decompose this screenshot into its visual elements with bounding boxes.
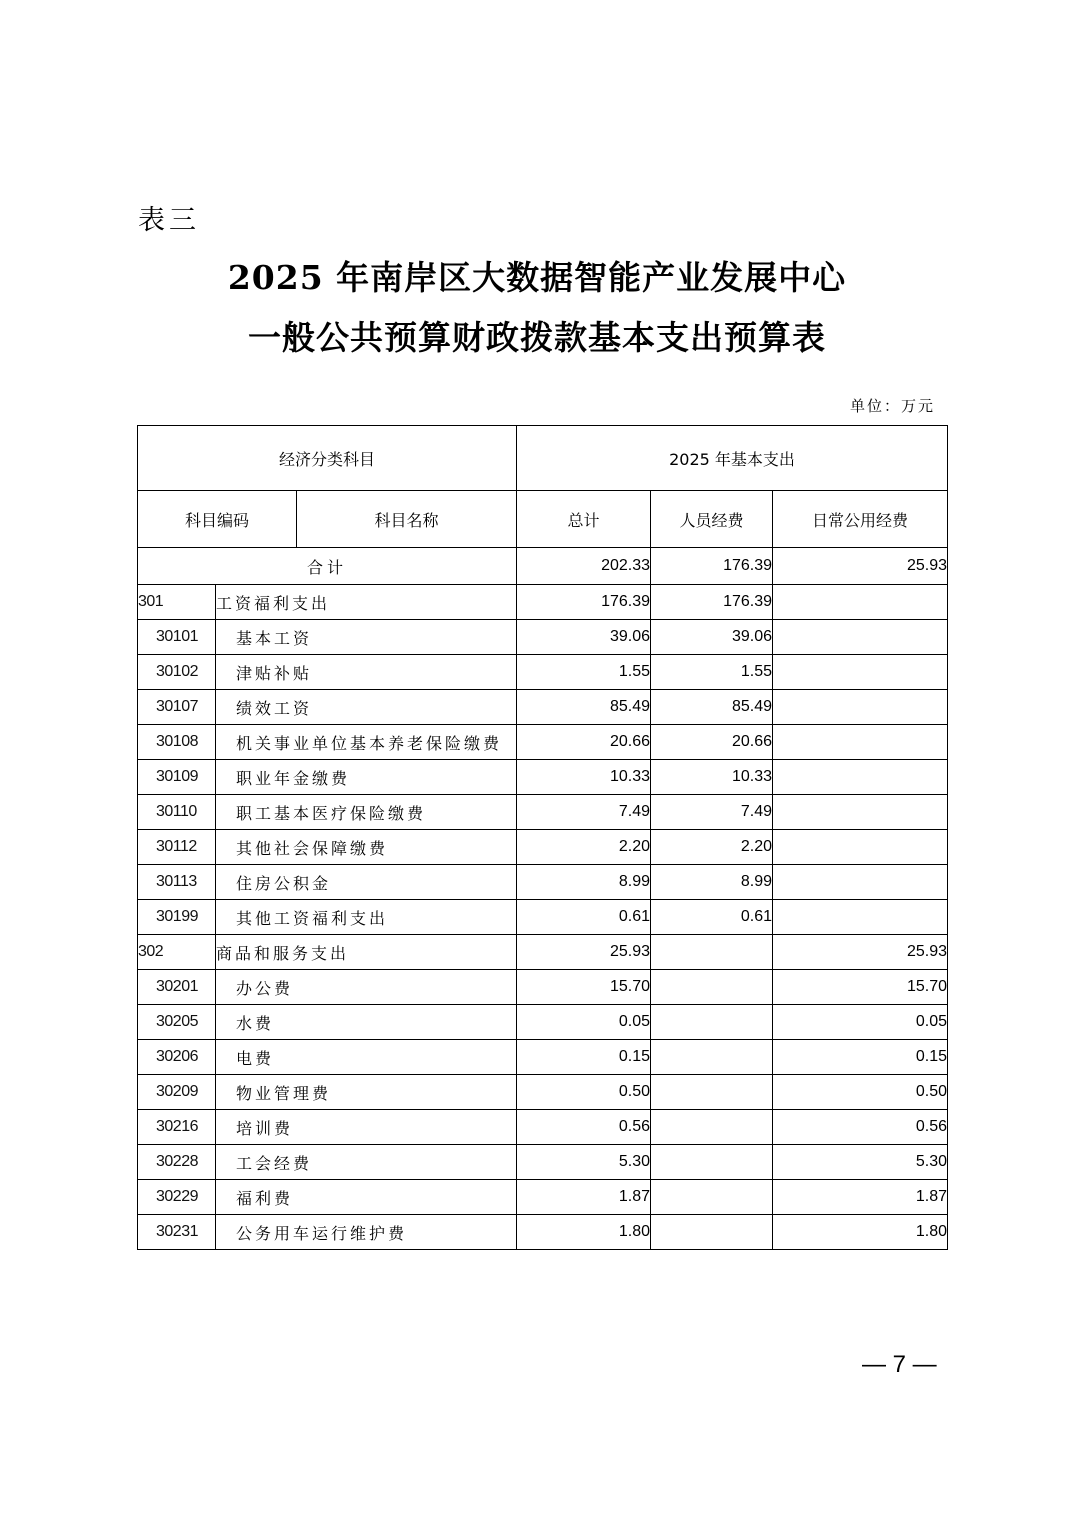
row-total: 2.20 — [517, 830, 651, 865]
table-row — [138, 620, 948, 655]
row-name: 其他社会保障缴费 — [216, 830, 517, 865]
row-total: 1.55 — [517, 655, 651, 690]
row-name: 基本工资 — [216, 620, 517, 655]
row-total: 10.33 — [517, 760, 651, 795]
row-name: 工资福利支出 — [216, 585, 517, 620]
row-daily: 0.05 — [773, 1005, 948, 1040]
header-daily: 日常公用经费 — [773, 491, 948, 548]
row-daily — [773, 900, 948, 935]
header-year-basic: 2025 年基本支出 — [517, 426, 948, 491]
row-personnel — [651, 1005, 773, 1040]
table-row — [138, 1215, 948, 1250]
row-personnel — [651, 935, 773, 970]
row-total: 0.05 — [517, 1005, 651, 1040]
header-total: 总计 — [517, 491, 651, 548]
table-row — [138, 1145, 948, 1180]
table-row — [138, 970, 948, 1005]
row-code: 302 — [138, 935, 216, 970]
budget-table — [137, 425, 948, 1250]
row-code: 30231 — [138, 1215, 216, 1250]
row-code: 30216 — [138, 1110, 216, 1145]
row-name: 其他工资福利支出 — [216, 900, 517, 935]
row-daily: 0.15 — [773, 1040, 948, 1075]
row-daily: 1.80 — [773, 1215, 948, 1250]
row-total: 1.87 — [517, 1180, 651, 1215]
row-code: 30102 — [138, 655, 216, 690]
row-total: 5.30 — [517, 1145, 651, 1180]
row-daily — [773, 725, 948, 760]
row-daily: 5.30 — [773, 1145, 948, 1180]
row-personnel: 8.99 — [651, 865, 773, 900]
row-code: 30108 — [138, 725, 216, 760]
table-row — [138, 935, 948, 970]
row-total: 25.93 — [517, 935, 651, 970]
row-name: 水费 — [216, 1005, 517, 1040]
row-daily: 0.56 — [773, 1110, 948, 1145]
row-total: 39.06 — [517, 620, 651, 655]
row-total: 8.99 — [517, 865, 651, 900]
row-total: 176.39 — [517, 585, 651, 620]
row-personnel: 7.49 — [651, 795, 773, 830]
row-name: 津贴补贴 — [216, 655, 517, 690]
total-label: 合计 — [138, 548, 517, 585]
row-total: 85.49 — [517, 690, 651, 725]
row-name: 商品和服务支出 — [216, 935, 517, 970]
row-personnel: 176.39 — [651, 585, 773, 620]
header-econ-category: 经济分类科目 — [138, 426, 517, 491]
header-name: 科目名称 — [297, 491, 517, 548]
row-name: 电费 — [216, 1040, 517, 1075]
row-personnel: 10.33 — [651, 760, 773, 795]
row-code: 30205 — [138, 1005, 216, 1040]
total-personnel: 176.39 — [651, 548, 773, 585]
total-daily: 25.93 — [773, 548, 948, 585]
table-row — [138, 1180, 948, 1215]
table-row — [138, 585, 948, 620]
row-name: 培训费 — [216, 1110, 517, 1145]
row-total: 1.80 — [517, 1215, 651, 1250]
table-label: 表三 — [138, 205, 200, 236]
row-personnel: 2.20 — [651, 830, 773, 865]
row-name: 福利费 — [216, 1180, 517, 1215]
row-total: 20.66 — [517, 725, 651, 760]
row-personnel: 85.49 — [651, 690, 773, 725]
row-name: 物业管理费 — [216, 1075, 517, 1110]
row-personnel — [651, 1040, 773, 1075]
row-personnel: 39.06 — [651, 620, 773, 655]
row-name: 职业年金缴费 — [216, 760, 517, 795]
row-daily — [773, 690, 948, 725]
row-total: 0.50 — [517, 1075, 651, 1110]
row-total: 0.15 — [517, 1040, 651, 1075]
table-row — [138, 1040, 948, 1075]
row-personnel — [651, 1180, 773, 1215]
page-number: — 7 — — [862, 1351, 937, 1378]
unit-note: 单位：万元 — [849, 397, 935, 415]
table-row — [138, 830, 948, 865]
row-daily: 25.93 — [773, 935, 948, 970]
row-daily — [773, 830, 948, 865]
row-code: 30101 — [138, 620, 216, 655]
row-code: 30229 — [138, 1180, 216, 1215]
table-row — [138, 865, 948, 900]
row-personnel: 1.55 — [651, 655, 773, 690]
row-personnel — [651, 1110, 773, 1145]
row-daily — [773, 865, 948, 900]
table-row — [138, 1075, 948, 1110]
table-row — [138, 795, 948, 830]
row-daily: 15.70 — [773, 970, 948, 1005]
row-code: 30107 — [138, 690, 216, 725]
table-row — [138, 900, 948, 935]
row-personnel — [651, 1215, 773, 1250]
row-name: 住房公积金 — [216, 865, 517, 900]
row-name: 工会经费 — [216, 1145, 517, 1180]
row-total: 0.61 — [517, 900, 651, 935]
total-total: 202.33 — [517, 548, 651, 585]
row-code: 30209 — [138, 1075, 216, 1110]
row-total: 7.49 — [517, 795, 651, 830]
header-row-2 — [138, 491, 948, 548]
row-personnel — [651, 1075, 773, 1110]
row-code: 30201 — [138, 970, 216, 1005]
row-total: 15.70 — [517, 970, 651, 1005]
row-code: 30199 — [138, 900, 216, 935]
row-personnel: 20.66 — [651, 725, 773, 760]
header-code: 科目编码 — [138, 491, 297, 548]
row-name: 机关事业单位基本养老保险缴费 — [216, 725, 517, 760]
row-code: 30109 — [138, 760, 216, 795]
page-title-line-2: 一般公共预算财政拨款基本支出预算表 — [248, 318, 826, 357]
row-daily — [773, 795, 948, 830]
row-personnel — [651, 1145, 773, 1180]
row-code: 301 — [138, 585, 216, 620]
page-title-line-1: 2025 年南岸区大数据智能产业发展中心 — [227, 258, 847, 297]
row-personnel — [651, 970, 773, 1005]
row-daily: 1.87 — [773, 1180, 948, 1215]
row-daily — [773, 620, 948, 655]
table-row — [138, 1110, 948, 1145]
row-personnel: 0.61 — [651, 900, 773, 935]
table-row — [138, 1005, 948, 1040]
header-row-1 — [138, 426, 948, 491]
header-personnel: 人员经费 — [651, 491, 773, 548]
table-row — [138, 725, 948, 760]
row-code: 30228 — [138, 1145, 216, 1180]
row-code: 30113 — [138, 865, 216, 900]
row-code: 30110 — [138, 795, 216, 830]
row-code: 30206 — [138, 1040, 216, 1075]
row-daily — [773, 585, 948, 620]
row-daily: 0.50 — [773, 1075, 948, 1110]
total-row — [138, 548, 948, 585]
row-name: 绩效工资 — [216, 690, 517, 725]
table-row — [138, 655, 948, 690]
row-daily — [773, 655, 948, 690]
row-daily — [773, 760, 948, 795]
row-name: 办公费 — [216, 970, 517, 1005]
row-code: 30112 — [138, 830, 216, 865]
table-row — [138, 690, 948, 725]
row-name: 职工基本医疗保险缴费 — [216, 795, 517, 830]
row-total: 0.56 — [517, 1110, 651, 1145]
table-row — [138, 760, 948, 795]
row-name: 公务用车运行维护费 — [216, 1215, 517, 1250]
